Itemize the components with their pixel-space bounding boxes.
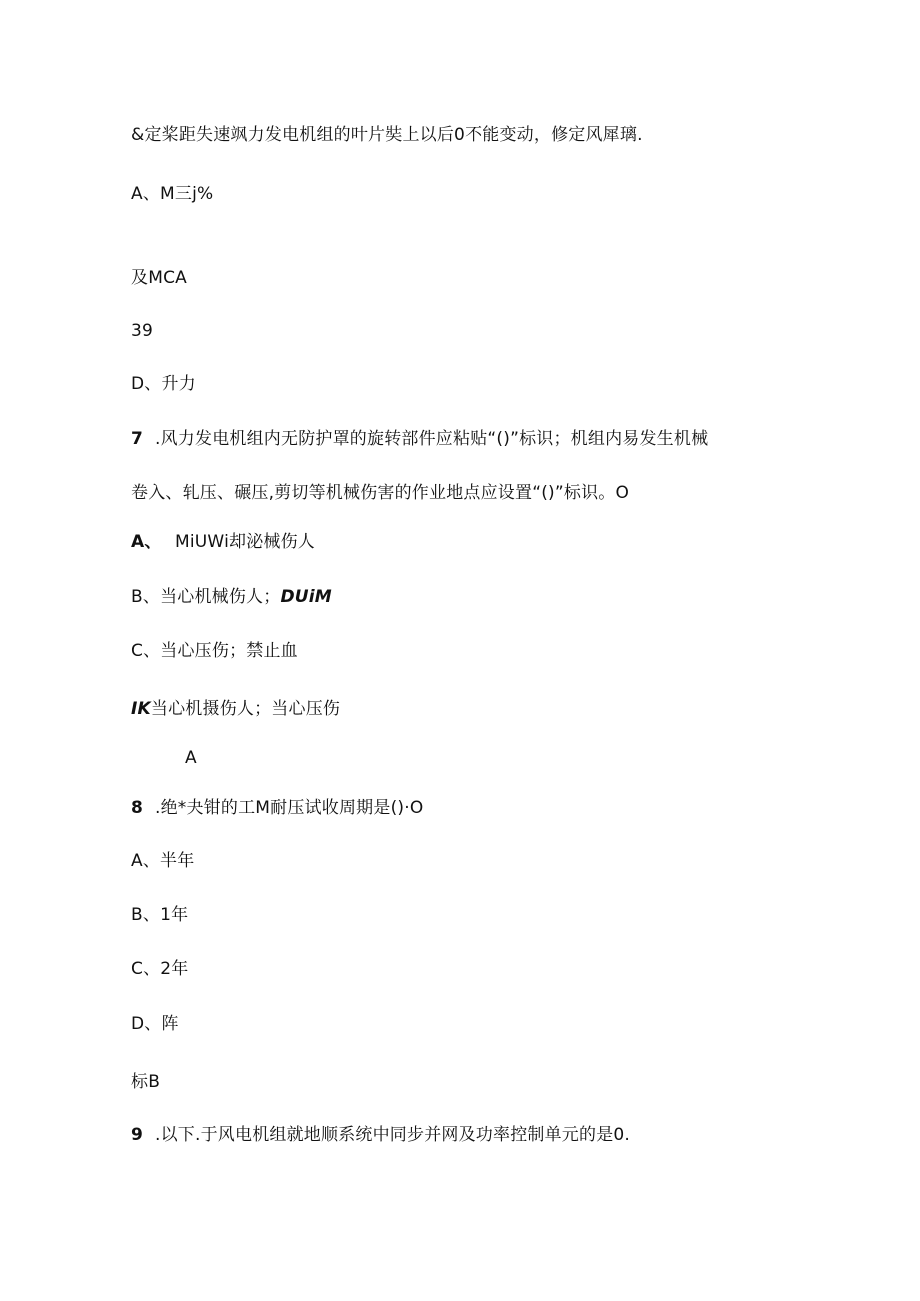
option-text: B、当心机械伤人；	[131, 587, 281, 607]
question-text: &定桨距失速飒力发电机组的叶片奘上以后0不能变动，修定风犀璃.	[131, 125, 643, 145]
answer: A	[185, 748, 197, 768]
option-d	[131, 698, 340, 720]
question-text: .绝*夬钳的工M耐压试收周期是()·O	[155, 798, 424, 818]
option-a: A、M三j%	[131, 184, 214, 204]
answer: 标B	[131, 1072, 161, 1092]
option-label: A、	[131, 532, 162, 552]
question-text-continued: 卷入、轧压、碾压,剪切等机械伤害的作业地点应设置“()”标识。O	[131, 483, 630, 503]
question-number: 8	[131, 798, 144, 818]
option-b: 及MCA	[131, 268, 187, 288]
option-d: D、阵	[131, 1014, 179, 1034]
question-text: .风力发电机组内无防护罩的旋转部件应粘贴“()”标识；机组内易发生机械	[155, 429, 709, 449]
option-text-tail: DUiM	[280, 587, 332, 607]
question-7	[131, 428, 708, 450]
question-number: 7	[131, 429, 144, 449]
question-9	[131, 1124, 630, 1146]
option-a: A、半年	[131, 851, 195, 871]
option-a	[131, 531, 315, 553]
option-text: 当心机摄伤人；当心压伤	[150, 699, 341, 719]
option-c: 39	[131, 321, 154, 341]
option-text: MiUWi却泌械伤人	[175, 532, 315, 552]
option-label: IK	[131, 699, 151, 719]
option-c: C、2年	[131, 959, 189, 979]
question-number: 9	[131, 1125, 144, 1145]
option-b: B、1年	[131, 905, 189, 925]
question-text: .以下.于风电机组就地顺系统中同步并网及功率控制单元的是0.	[155, 1125, 631, 1145]
question-8	[131, 797, 423, 819]
option-b	[131, 586, 332, 608]
option-d: D、升力	[131, 374, 196, 394]
option-c: C、当心压伤；禁止血	[131, 641, 298, 661]
